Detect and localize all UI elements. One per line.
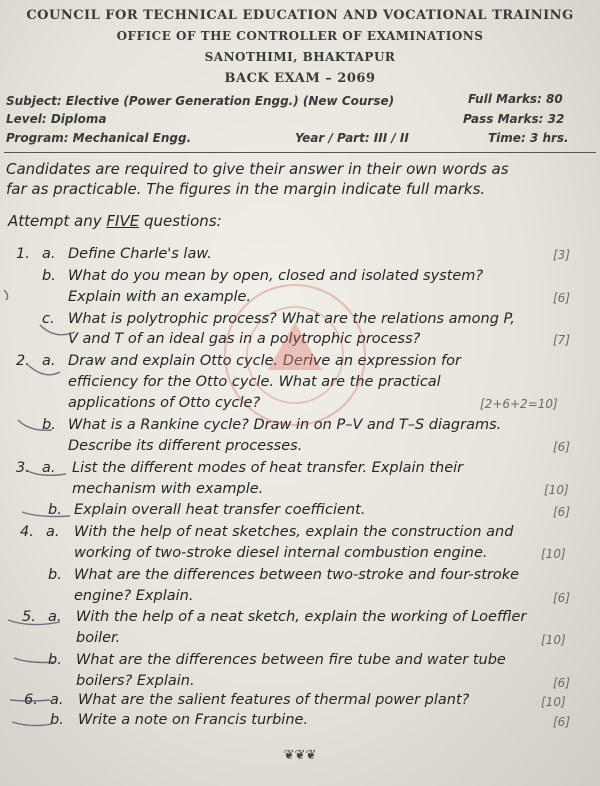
- question-marks: [2+6+2=10]: [480, 397, 558, 411]
- question-part: b.: [42, 417, 56, 433]
- question-text: boilers? Explain.: [76, 673, 195, 689]
- question-marks: [6]: [553, 591, 570, 605]
- question-part: a.: [42, 460, 56, 476]
- question-text: What are the salient features of thermal power plant?: [78, 692, 470, 708]
- attempt-instruction: Attempt any FIVE questions:: [8, 212, 222, 230]
- question-number: 3.: [16, 460, 30, 476]
- question-text: What are the differences between fire tube and water tube: [76, 652, 506, 668]
- question-part: b.: [48, 502, 62, 518]
- question-text: Draw and explain Otto cycle. Derive an expression for: [68, 353, 461, 369]
- question-marks: [6]: [553, 291, 570, 305]
- question-marks: [6]: [553, 676, 570, 690]
- question-marks: [7]: [553, 333, 570, 347]
- question-part: b.: [50, 712, 64, 728]
- subject-label: Subject: Elective (Power Generation Engg.) (New Course): [6, 94, 395, 108]
- question-text: Define Charle's law.: [68, 246, 212, 262]
- question-number: 4.: [20, 524, 34, 540]
- question-text: What do you mean by open, closed and isolated system?: [68, 268, 484, 284]
- question-part: b.: [48, 652, 62, 668]
- question-marks: [6]: [553, 440, 570, 454]
- full-marks-label: Full Marks: 80: [468, 92, 563, 106]
- exam-heading: BACK EXAM – 2069: [224, 71, 376, 86]
- question-marks: [10]: [541, 633, 566, 647]
- question-text: What is a Rankine cycle? Draw in on P–V and T–S diagrams.: [68, 417, 502, 433]
- council-heading: COUNCIL FOR TECHNICAL EDUCATION AND VOCATIONAL TRAINING: [26, 8, 574, 23]
- header-divider: [4, 152, 596, 153]
- question-part: a.: [46, 524, 60, 540]
- level-label: Level: Diploma: [6, 112, 107, 126]
- question-text: working of two-stroke diesel internal combustion engine.: [74, 545, 488, 561]
- question-part: a.: [50, 692, 64, 708]
- question-text: Describe its different processes.: [68, 438, 303, 454]
- question-text: Write a note on Francis turbine.: [78, 712, 309, 728]
- instruction-line-1: Candidates are required to give their answer in their own words as: [6, 160, 509, 178]
- question-number: 5.: [22, 609, 36, 625]
- question-part: a.: [48, 609, 62, 625]
- question-text: What is polytrophic process? What are the relations among P,: [68, 311, 515, 327]
- question-marks: [10]: [541, 547, 566, 561]
- end-ornament: ❦❦❦: [283, 748, 317, 763]
- question-number: 1.: [16, 246, 30, 262]
- question-text: What are the differences between two-stroke and four-stroke: [74, 567, 520, 583]
- question-part: b.: [42, 268, 56, 284]
- question-number: 6.: [24, 692, 38, 708]
- question-text: applications of Otto cycle?: [68, 395, 261, 411]
- question-text: engine? Explain.: [74, 588, 194, 604]
- program-label: Program: Mechanical Engg.: [6, 131, 192, 145]
- question-marks: [6]: [553, 715, 570, 729]
- question-part: a.: [42, 353, 56, 369]
- pass-marks-label: Pass Marks: 32: [463, 112, 565, 126]
- question-number: 2.: [16, 353, 30, 369]
- question-marks: [10]: [544, 483, 569, 497]
- question-text: efficiency for the Otto cycle. What are the practical: [68, 374, 441, 390]
- question-text: List the different modes of heat transfer. Explain their: [72, 460, 464, 476]
- question-text: mechanism with example.: [72, 481, 264, 497]
- question-text: Explain with an example.: [68, 289, 252, 305]
- question-text: boiler.: [76, 630, 121, 646]
- question-marks: [10]: [541, 695, 566, 709]
- question-text: Explain overall heat transfer coefficient.: [74, 502, 366, 518]
- office-heading: OFFICE OF THE CONTROLLER OF EXAMINATIONS: [116, 29, 484, 43]
- place-heading: SANOTHIMI, BHAKTAPUR: [204, 50, 396, 64]
- instruction-line-2: far as practicable. The figures in the margin indicate full marks.: [6, 180, 486, 198]
- time-label: Time: 3 hrs.: [488, 131, 569, 145]
- year-part-label: Year / Part: III / II: [295, 131, 409, 145]
- question-part: a.: [42, 246, 56, 262]
- watermark-stamp-icon: [210, 270, 380, 440]
- question-text: V and T of an ideal gas in a polytrophic process?: [68, 331, 421, 347]
- question-text: With the help of neat sketches, explain the construction and: [74, 524, 514, 540]
- question-marks: [3]: [553, 248, 570, 262]
- question-marks: [6]: [553, 505, 570, 519]
- question-text: With the help of a neat sketch, explain the working of Loeffler: [76, 609, 527, 625]
- question-part: c.: [42, 311, 55, 327]
- question-part: b.: [48, 567, 62, 583]
